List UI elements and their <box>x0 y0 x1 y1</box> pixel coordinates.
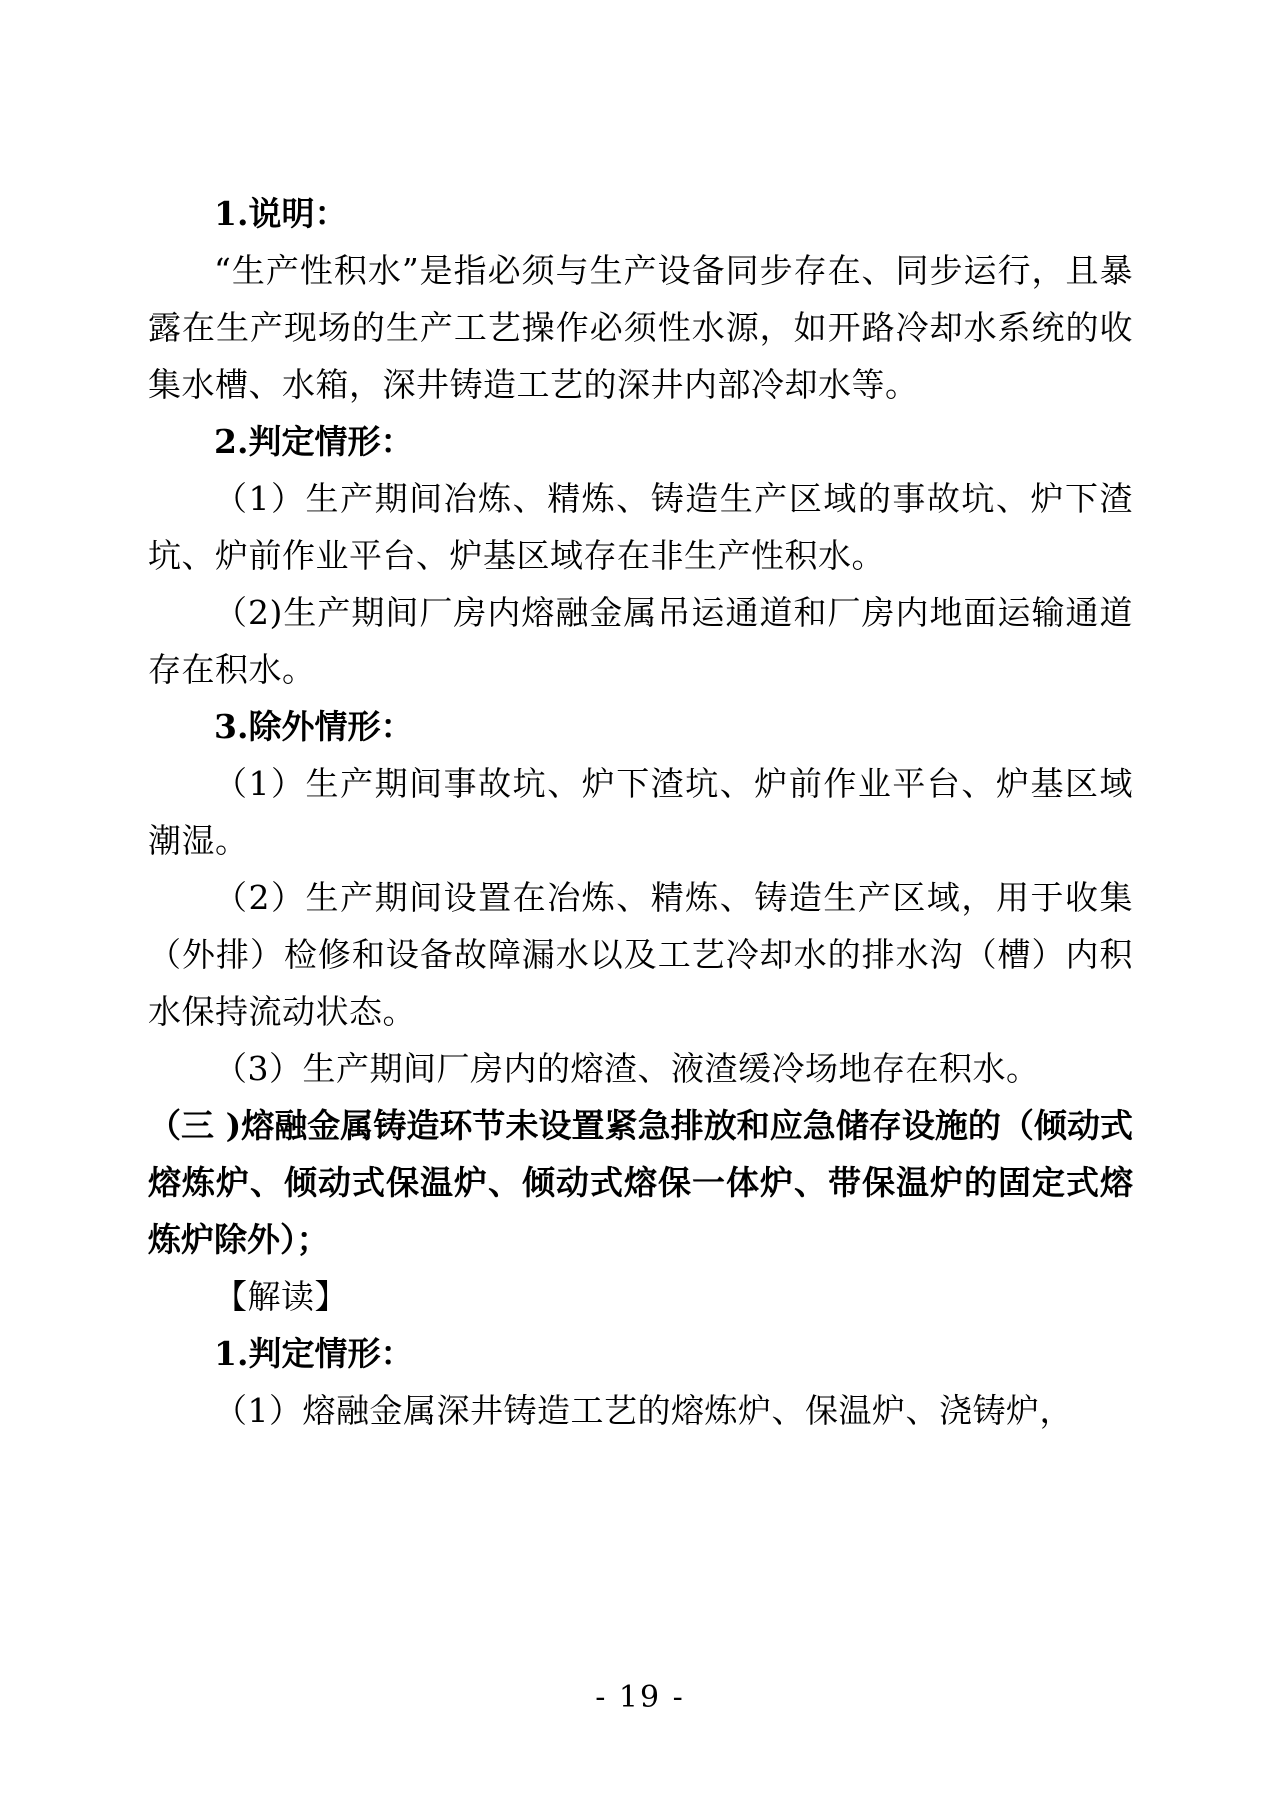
section-heading-2: 2.判定情形： <box>214 422 414 461</box>
paragraph-interpretation-label: 【解读】 <box>214 1277 348 1316</box>
paragraph-除外情形-1: （1）生产期间事故坑、炉下渣坑、炉前作业平台、炉基区域潮湿。 <box>148 764 1133 860</box>
section-heading-判定情形: 1.判定情形： <box>214 1334 414 1373</box>
section-heading-1: 1.说明： <box>214 194 348 233</box>
paragraph-除外情形-2: （2）生产期间设置在冶炼、精炼、铸造生产区域，用于收集（外排）检修和设备故障漏水以及工艺冷却水的排水沟（槽）内积水保持流动状态。 <box>148 878 1133 1031</box>
page-body <box>148 185 1133 1439</box>
paragraph-除外情形-3: （3）生产期间厂房内的熔渣、液渣缓冷场地存在积水。 <box>214 1049 1040 1088</box>
paragraph-explanation: “生产性积水”是指必须与生产设备同步存在、同步运行，且暴露在生产现场的生产工艺操作必须性水源，如开路冷却水系统的收集水槽、水箱，深井铸造工艺的深井内部冷却水等。 <box>148 251 1133 404</box>
section-heading-3: 3.除外情形： <box>214 707 414 746</box>
section-heading-item-three: （三 )熔融金属铸造环节未设置紧急排放和应急储存设施的（倾动式熔炼炉、倾动式保温炉、倾动式熔保一体炉、带保温炉的固定式熔炼炉除外）； <box>148 1106 1133 1259</box>
paragraph-判定情形-item-1: （1）熔融金属深井铸造工艺的熔炼炉、保温炉、浇铸炉， <box>214 1391 1073 1430</box>
paragraph-判定情形-2: （2)生产期间厂房内熔融金属吊运通道和厂房内地面运输通道存在积水。 <box>148 593 1133 689</box>
paragraph-判定情形-1: （1）生产期间冶炼、精炼、铸造生产区域的事故坑、炉下渣坑、炉前作业平台、炉基区域存在非生产性积水。 <box>148 479 1133 575</box>
page-number: - 19 - <box>595 1680 685 1715</box>
